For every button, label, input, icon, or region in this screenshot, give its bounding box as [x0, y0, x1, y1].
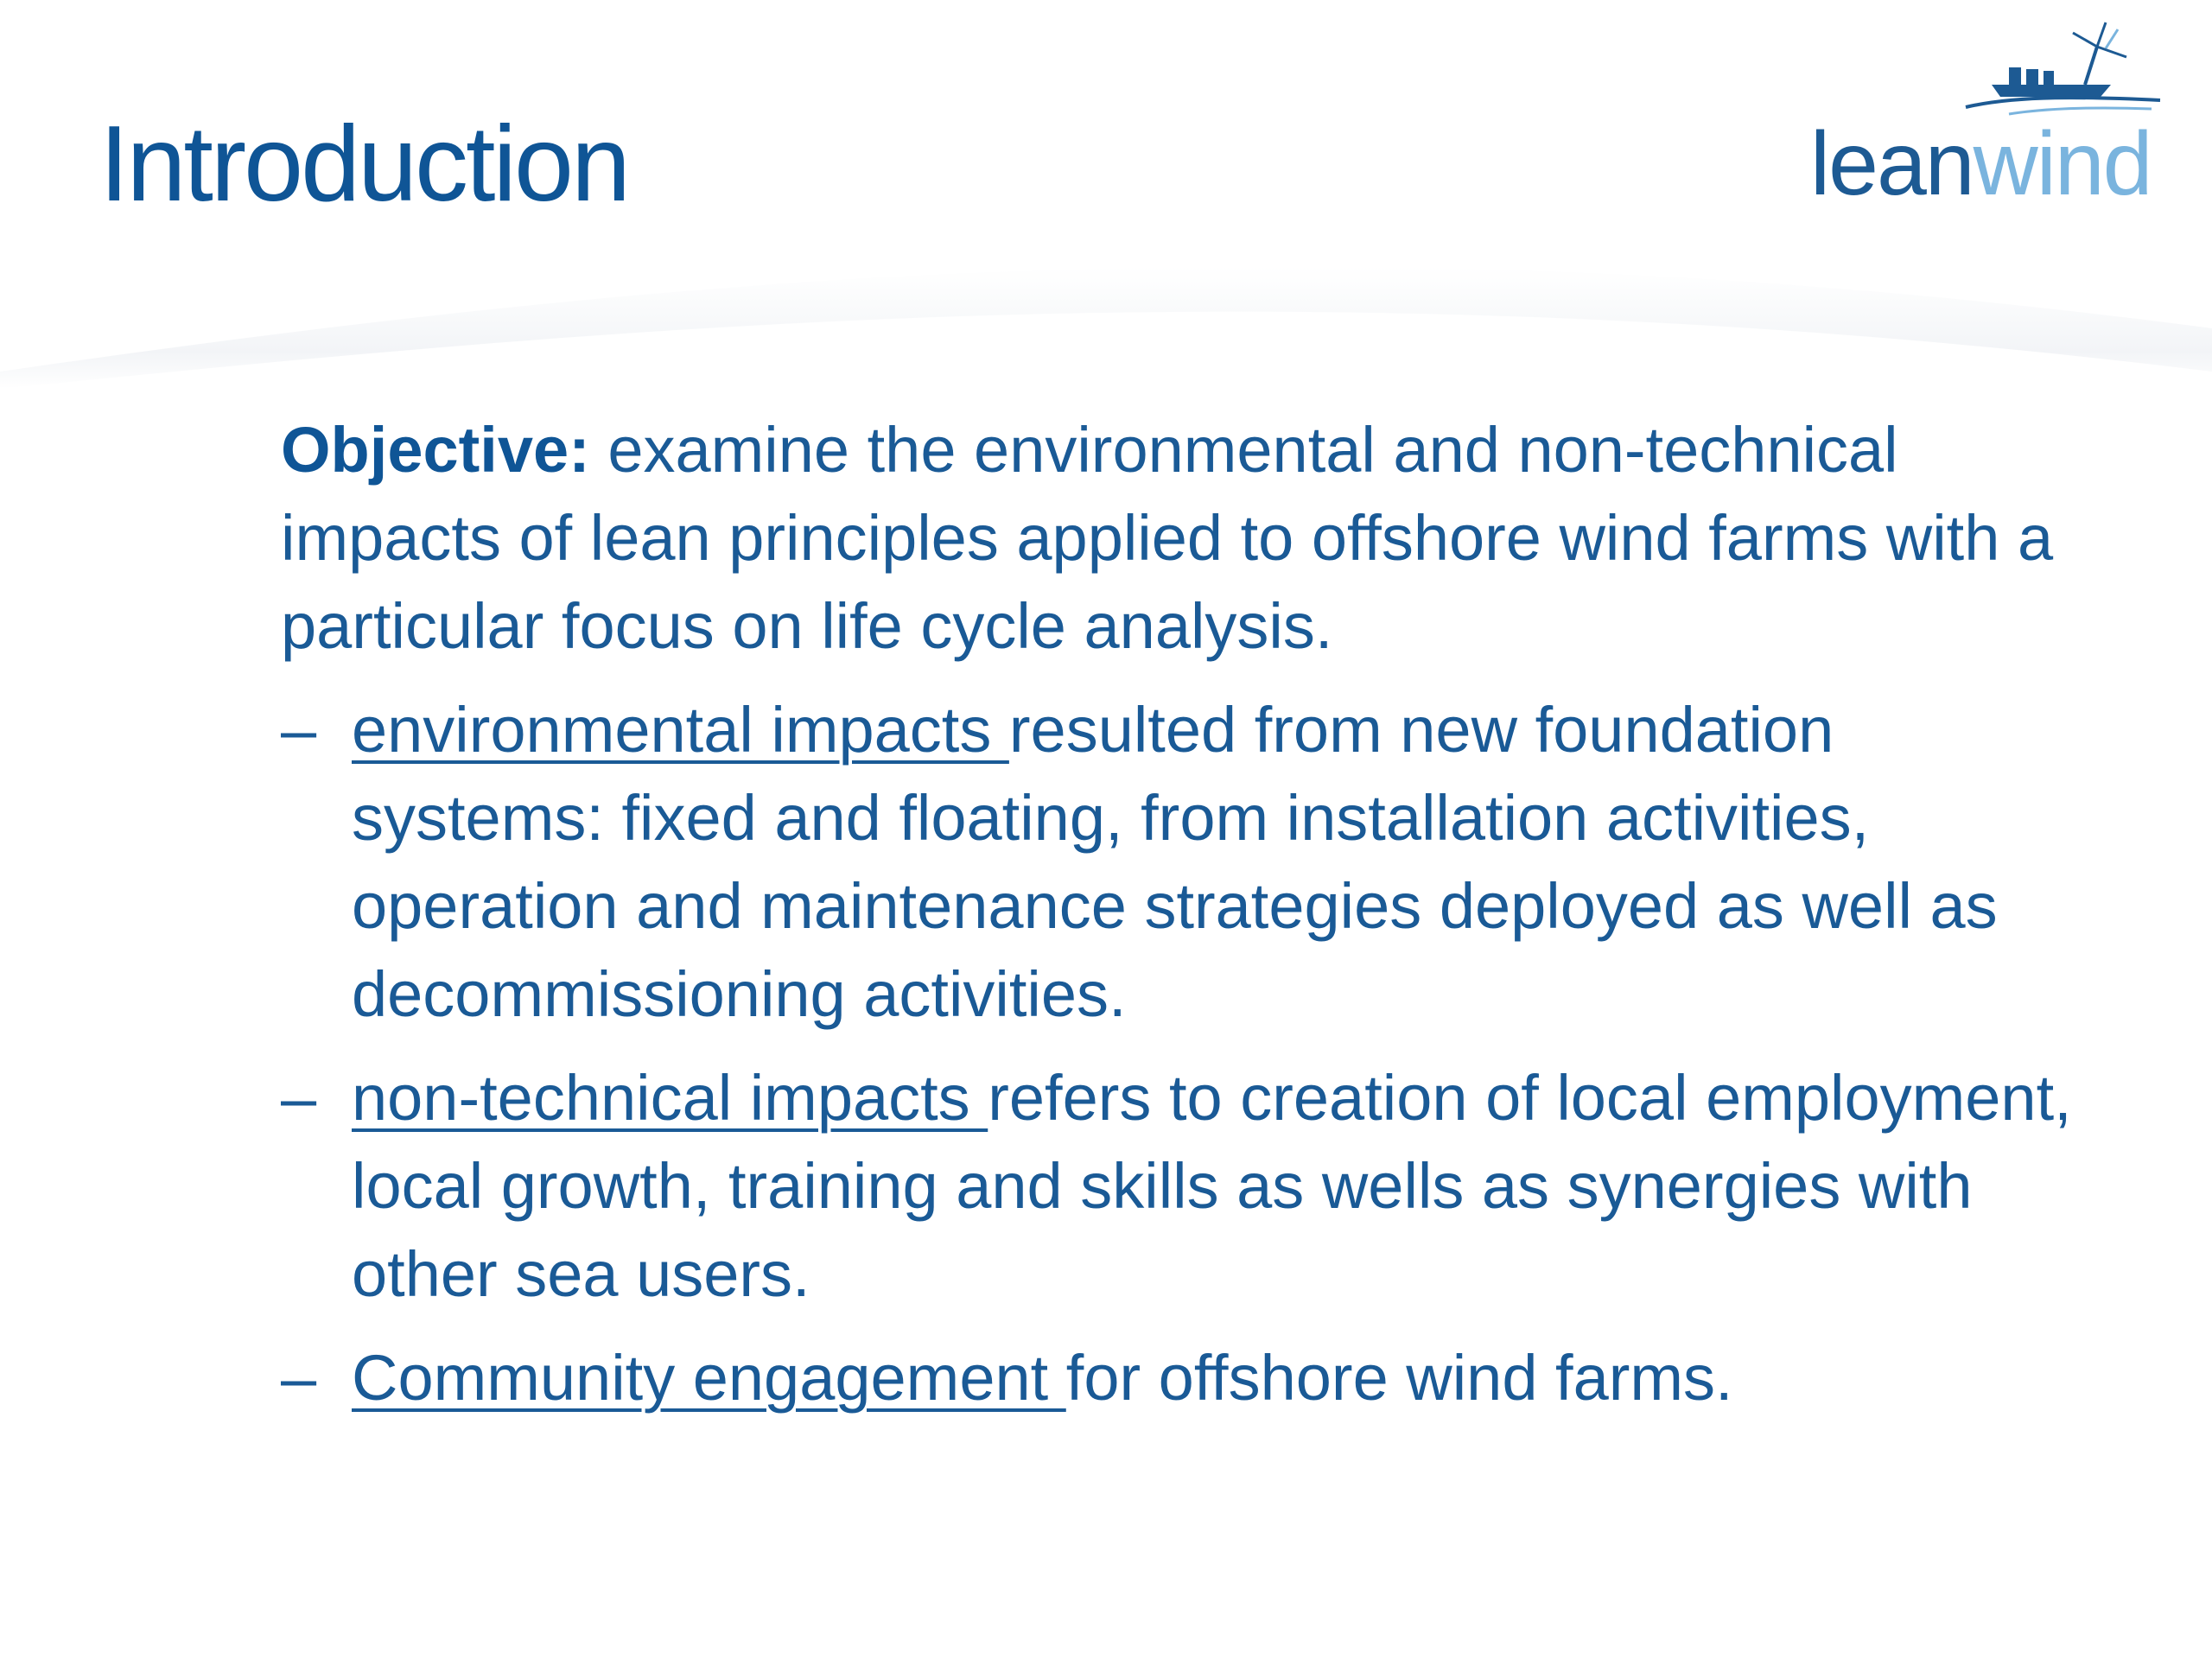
logo-wordmark	[1810, 114, 2152, 214]
leanwind-logo	[1810, 17, 2156, 216]
objective-text: examine the environmental and non-technical impacts of lean principles applied to offshore wind farms with a particular focus on life cycle analysis.	[281, 414, 2054, 662]
bullet-text: resulted from new foundation systems: fixed and floating, from installation activities, operation and maintenance strategies deployed as well as decommissioning activities.	[352, 694, 1998, 1030]
bullet-term: non-technical impacts	[352, 1062, 988, 1134]
logo-text-wind: wind	[1973, 114, 2152, 214]
slide-body	[281, 406, 2078, 1438]
dash-bullet: –	[281, 1342, 317, 1414]
slide-title: Introduction	[99, 105, 628, 224]
logo-text-lean: lean	[1810, 114, 1974, 214]
dash-bullet: –	[281, 694, 317, 766]
bullet-text: refers to creation of local employment, local growth, training and skills as wells as synergies with other sea users.	[352, 1062, 2072, 1310]
bullet-text: for offshore wind farms.	[1065, 1342, 1733, 1414]
objective-label: Objective:	[281, 414, 590, 486]
bullet-term: Community engagement	[352, 1342, 1066, 1414]
list-item	[281, 686, 2078, 1039]
list-item	[281, 1054, 2078, 1319]
wind-turbine-vessel-icon	[1879, 17, 2164, 117]
list-item	[281, 1334, 2078, 1422]
bullet-term: environmental impacts	[352, 694, 1009, 766]
objective-paragraph	[281, 406, 2078, 671]
dash-bullet: –	[281, 1062, 317, 1134]
impact-list	[281, 686, 2078, 1422]
